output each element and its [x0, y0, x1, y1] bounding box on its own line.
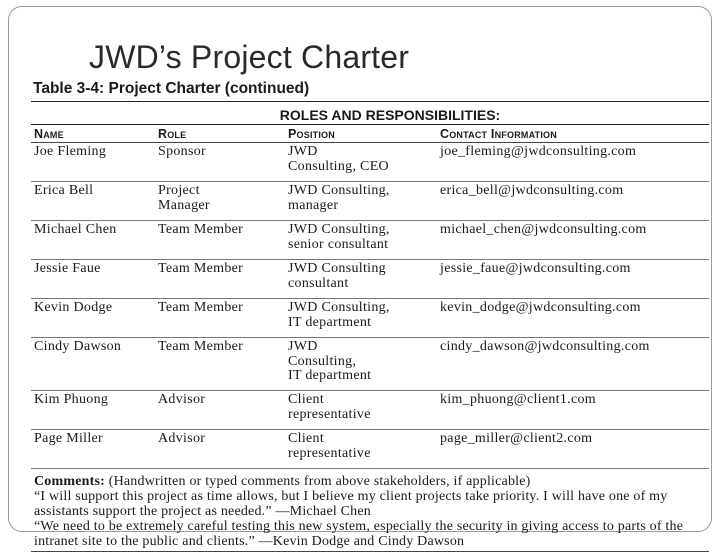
comment-quote-michael-chen: “I will support this project as time allows, but I believe my client projects take priority. I will have one of my assistants support the project as needed.” —Michael Chen — [34, 489, 668, 519]
comments-intro: (Handwritten or typed comments from above stakeholders, if applicable) — [108, 474, 531, 489]
cell-position-line: consultant — [288, 275, 349, 291]
charter-document — [31, 79, 709, 549]
cell-position-line: JWD Consulting, — [288, 183, 390, 198]
table-row — [31, 143, 709, 182]
table-row — [31, 221, 709, 260]
cell-contact: cindy_dawson@jwdconsulting.com — [437, 338, 709, 391]
column-header-contact: Contact Information — [437, 125, 709, 143]
cell-role — [155, 391, 285, 430]
table-header-row — [31, 125, 709, 143]
cell-role-line: Team Member — [158, 261, 244, 276]
table-caption: Table 3-4: Project Charter (continued) — [31, 79, 709, 102]
slide-title: JWD’s Project Charter — [89, 39, 410, 75]
cell-position-line: senior consultant — [288, 236, 389, 252]
cell-position — [285, 182, 437, 221]
cell-position — [285, 260, 437, 299]
cell-position — [285, 221, 437, 260]
table-row — [31, 338, 709, 391]
cell-contact: kevin_dodge@jwdconsulting.com — [437, 299, 709, 338]
cell-position-line: Client — [288, 431, 325, 446]
cell-position-line: JWD Consulting — [288, 261, 386, 276]
cell-position-line: JWD — [288, 144, 318, 159]
cell-position — [285, 338, 437, 391]
cell-position — [285, 143, 437, 182]
cell-role — [155, 299, 285, 338]
cell-name: Michael Chen — [31, 221, 155, 260]
cell-position-line: JWD — [288, 339, 318, 354]
table-row — [31, 260, 709, 299]
table-row — [31, 182, 709, 221]
roles-table-body — [31, 143, 709, 469]
cell-role — [155, 182, 285, 221]
cell-position-line: manager — [288, 197, 339, 213]
cell-position-line: Client — [288, 392, 325, 407]
cell-position-line: IT department — [288, 314, 372, 330]
cell-position-line: representative — [288, 406, 371, 422]
cell-role-line: Manager — [158, 197, 210, 213]
cell-name: Cindy Dawson — [31, 338, 155, 391]
cell-contact: michael_chen@jwdconsulting.com — [437, 221, 709, 260]
cell-contact: joe_fleming@jwdconsulting.com — [437, 143, 709, 182]
cell-contact: erica_bell@jwdconsulting.com — [437, 182, 709, 221]
roles-table — [31, 124, 709, 469]
cell-position-line: JWD Consulting, — [288, 300, 390, 315]
cell-name: Joe Fleming — [31, 143, 155, 182]
cell-role-line: Advisor — [158, 392, 206, 407]
table-row — [31, 391, 709, 430]
table-row — [31, 299, 709, 338]
comment-quote-kevin-cindy: “We need to be extremely careful testing this new system, especially the security in giving access to parts of the intranet site to the public and clients.” —Kevin Dodge and Cindy Dawson — [34, 519, 684, 549]
cell-position-line: Consulting, CEO — [288, 158, 389, 174]
cell-role-line: Advisor — [158, 431, 206, 446]
cell-name: Jessie Faue — [31, 260, 155, 299]
slide-frame — [8, 6, 712, 549]
cell-position — [285, 430, 437, 469]
cell-role — [155, 430, 285, 469]
column-header-role: Role — [155, 125, 285, 143]
cell-role-line: Project — [158, 183, 200, 198]
cell-role-line: Sponsor — [158, 144, 206, 159]
cell-role — [155, 143, 285, 182]
comments-intro-line — [34, 474, 709, 489]
cell-role — [155, 260, 285, 299]
cell-role-line: Team Member — [158, 339, 244, 354]
cell-position-line: Consulting, — [288, 353, 357, 369]
cell-position-line: JWD Consulting, — [288, 222, 390, 237]
cell-name: Page Miller — [31, 430, 155, 469]
cell-name: Erica Bell — [31, 182, 155, 221]
column-header-position: Position — [285, 125, 437, 143]
cell-name: Kim Phuong — [31, 391, 155, 430]
cell-position-line: representative — [288, 445, 371, 461]
cell-role-line: Team Member — [158, 222, 244, 237]
cell-role-line: Team Member — [158, 300, 244, 315]
comments-label: Comments: — [34, 474, 106, 489]
section-heading: ROLES AND RESPONSIBILITIES: — [279, 107, 501, 123]
column-header-name: Name — [31, 125, 155, 143]
cell-contact: page_miller@client2.com — [437, 430, 709, 469]
cell-role — [155, 221, 285, 260]
cell-position — [285, 299, 437, 338]
cell-contact: jessie_faue@jwdconsulting.com — [437, 260, 709, 299]
cell-position — [285, 391, 437, 430]
cell-position-line: IT department — [288, 368, 372, 383]
table-row — [31, 430, 709, 469]
cell-role — [155, 338, 285, 391]
cell-name: Kevin Dodge — [31, 299, 155, 338]
cell-contact: kim_phuong@client1.com — [437, 391, 709, 430]
